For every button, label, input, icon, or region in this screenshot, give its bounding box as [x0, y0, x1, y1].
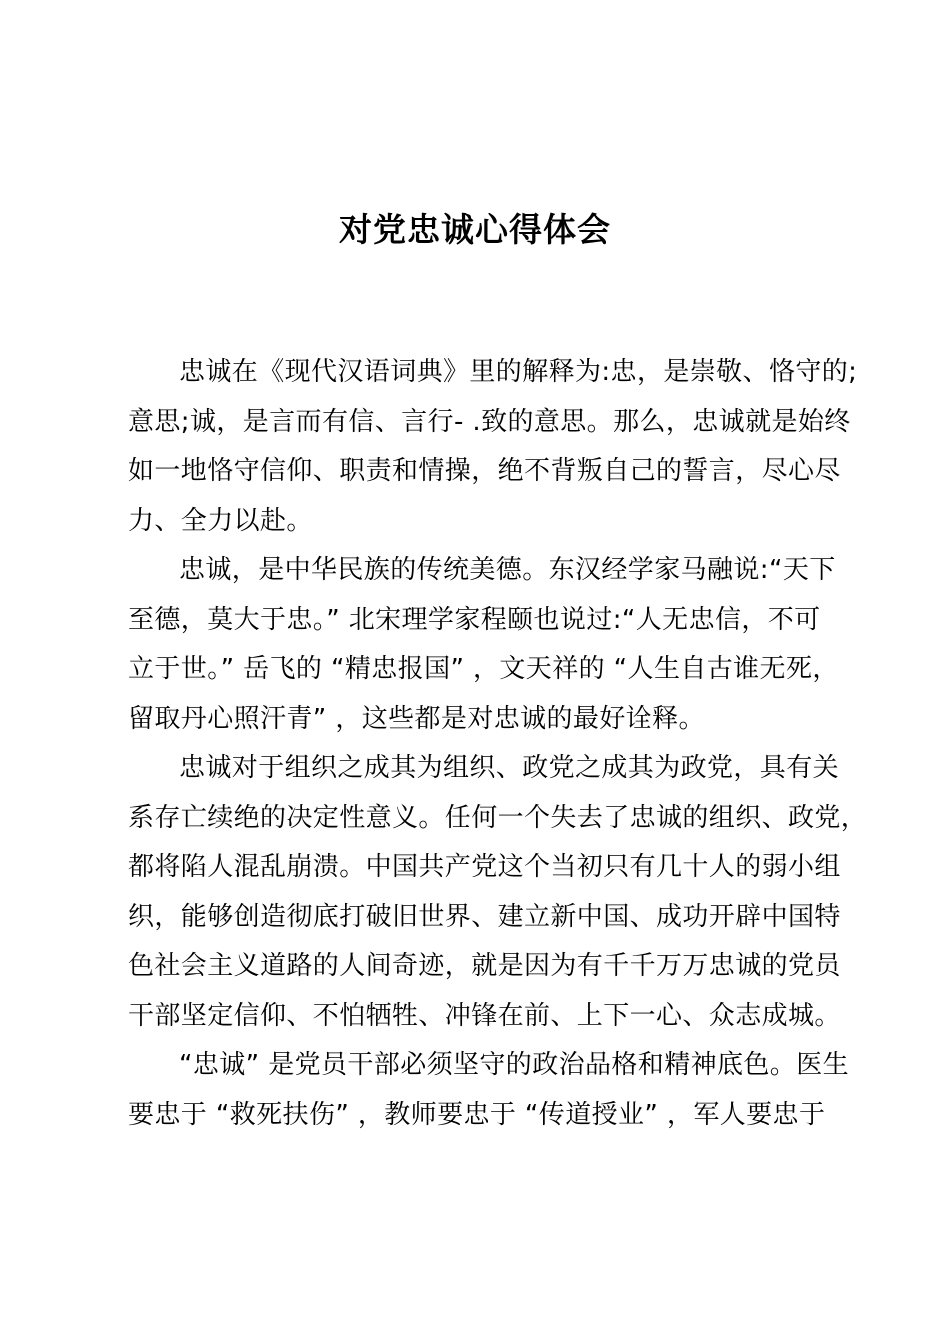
body-line: 忠诚在《现代汉语词典》里的解释为:忠，是崇敬、恪守的;	[179, 357, 858, 387]
body-line: 至德，莫大于忠。” 北宋理学家程颐也说过:“人无忠信，不可	[128, 604, 821, 635]
body-line: 立于世。” 岳飞的 “精忠报国” ，文天祥的 “人生自古谁无死，	[128, 654, 839, 684]
body-line: 力、全力以赴。	[128, 505, 313, 536]
body-line: 如一地恪守信仰、职责和情操，绝不背叛自己的誓言，尽心尽	[128, 456, 841, 486]
document-body	[128, 348, 868, 1140]
body-line: 留取丹心照汗青” ，这些都是对忠诚的最好诠释。	[128, 703, 705, 734]
page-title: 对党忠诚心得体会	[339, 210, 611, 249]
body-line: 要忠于 “救死扶伤” ，教师要忠于 “传道授业” ，军人要忠于	[128, 1099, 826, 1130]
body-line: “忠诚” 是党员干部必须坚守的政治品格和精神底色。医生	[179, 1050, 850, 1080]
body-line: 意思;诚，是言而有信、言行- .致的意思。那么，忠诚就是始终	[128, 406, 851, 437]
body-line: 忠诚对于组织之成其为组织、政党之成其为政党，具有关	[179, 753, 840, 783]
body-line: 色社会主义道路的人间奇迹，就是因为有千千万万忠诚的党员	[128, 951, 841, 981]
body-line: 干部坚定信仰、不怕牺牲、冲锋在前、上下一心、众志成城。	[128, 1000, 841, 1031]
body-line: 系存亡续绝的决定性意义。任何一个失去了忠诚的组织、政党，	[128, 802, 868, 833]
body-line: 织，能够创造彻底打破旧世界、建立新中国、成功开辟中国特	[128, 901, 841, 932]
body-line: 都将陷人混乱崩溃。中国共产党这个当初只有几十人的弱小组	[128, 852, 841, 882]
body-line: 忠诚，是中华民族的传统美德。东汉经学家马融说:“天下	[179, 555, 836, 585]
